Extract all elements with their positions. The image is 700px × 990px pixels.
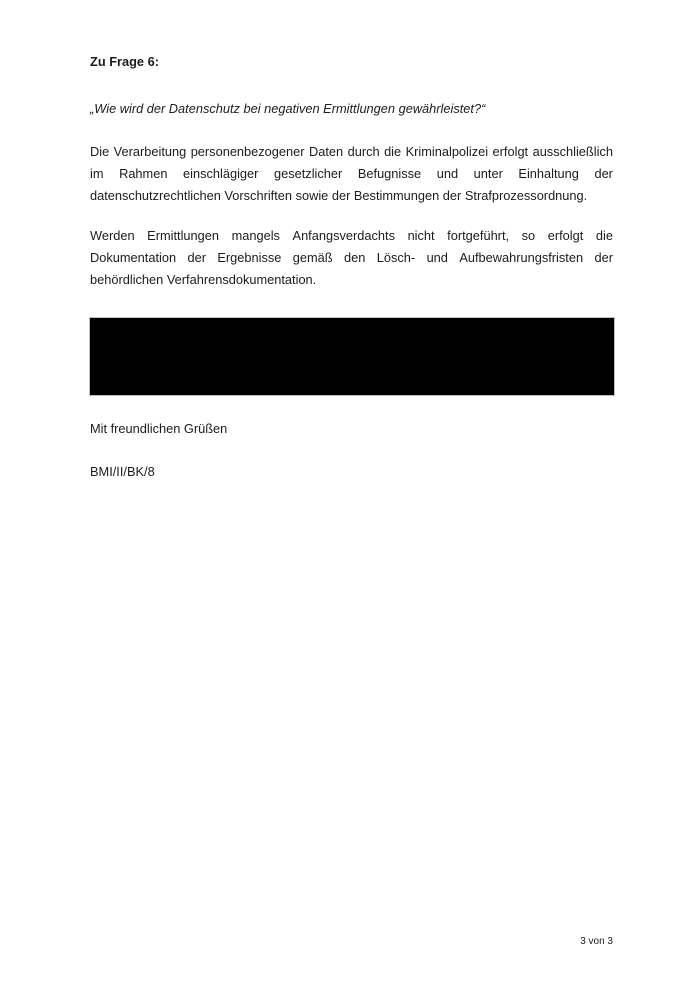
paragraph-line: behördlichen Verfahrensdokumentation. — [90, 272, 317, 287]
paragraph-line: im Rahmen einschlägiger gesetzlicher Befugnisse und unter Einhaltung der — [90, 166, 613, 181]
paragraph-line: Die Verarbeitung personenbezogener Daten durch die Kriminalpolizei erfolgt ausschließlich — [90, 144, 613, 159]
paragraph-line: Dokumentation der Ergebnisse gemäß den Lösch- und Aufbewahrungsfristen der — [90, 250, 613, 265]
paragraph-2 — [90, 225, 613, 291]
paragraph-1 — [90, 141, 613, 207]
signature-unit: BMI/II/BK/8 — [90, 464, 155, 479]
paragraph-line: Werden Ermittlungen mangels Anfangsverdachts nicht fortgeführt, so erfolgt die — [90, 228, 613, 243]
paragraph-line: datenschutzrechtlichen Vorschriften sowie der Bestimmungen der Strafprozessordnung. — [90, 188, 588, 203]
quoted-question: „Wie wird der Datenschutz bei negativen Ermittlungen gewährleistet?“ — [90, 101, 486, 116]
closing-salutation: Mit freundlichen Grüßen — [90, 421, 228, 436]
page-number: 3 von 3 — [580, 936, 613, 947]
section-heading: Zu Frage 6: — [90, 54, 159, 69]
redaction-block — [89, 317, 615, 396]
